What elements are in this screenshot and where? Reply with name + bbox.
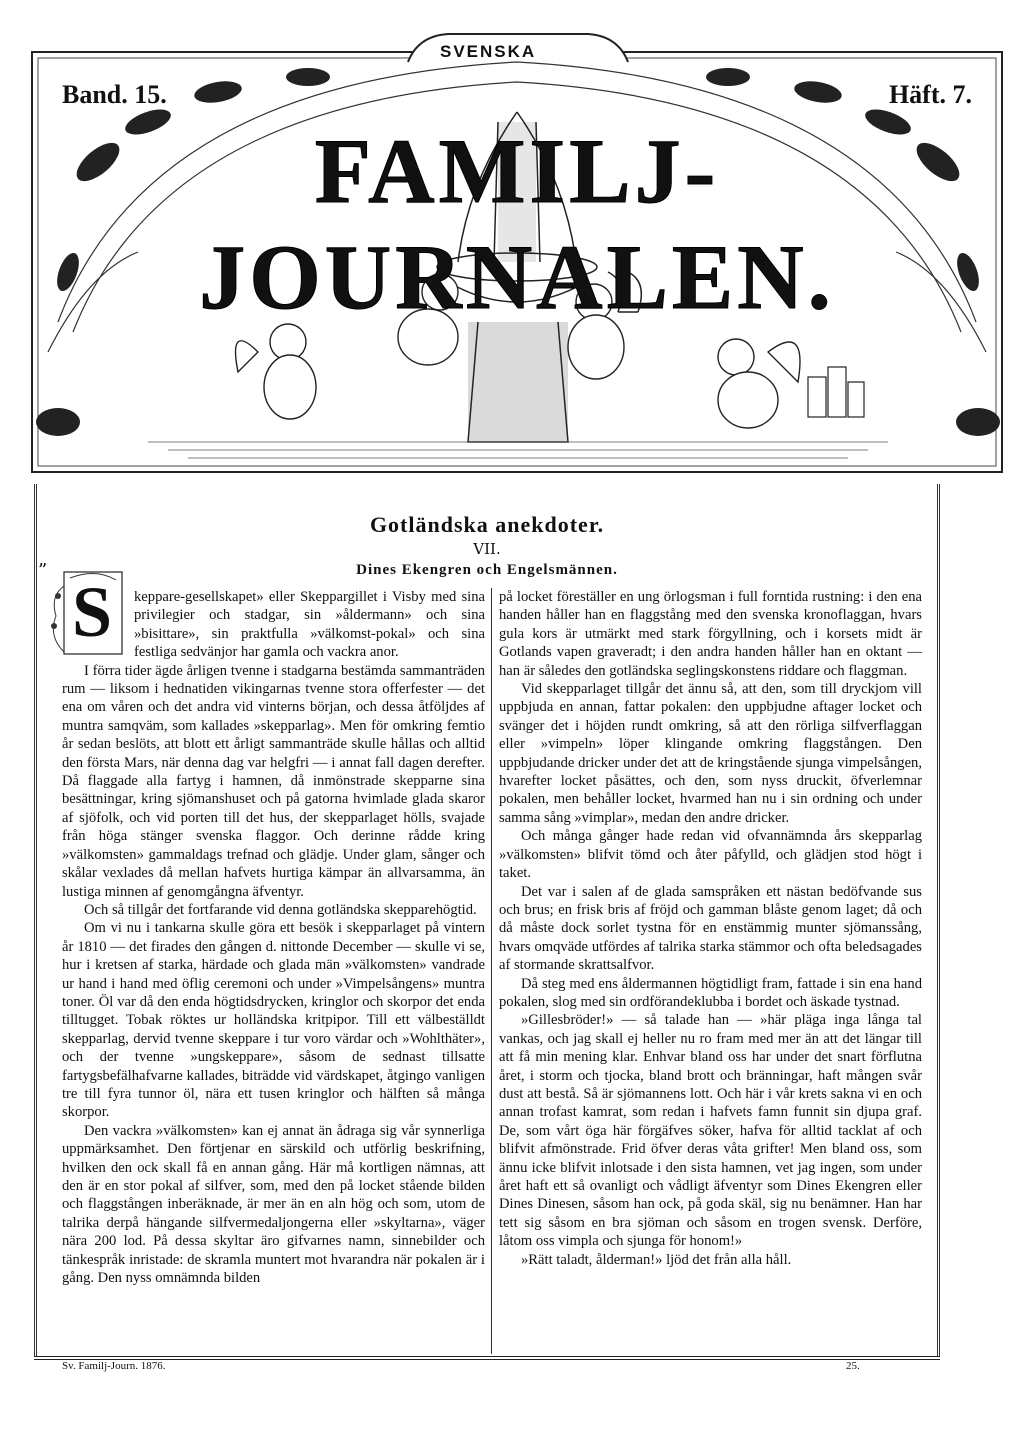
paragraph: på locket föreställer en ung örlogsman i full forntida rustning: i den ena handen håller han en flaggstång med den svenska kronoflaggan, hvars gula kors är utmärkt med stark förgyllning, och i korsets midt är Gotlands vapen graveradt; i den andra handen håller han en oktant — han är således den gotländska seglingskonstens riddare och flaggman.: [499, 589, 922, 679]
footer-publication: Sv. Familj-Journ. 1876.: [62, 1360, 166, 1372]
volume-label: Band. 15.: [62, 80, 167, 109]
paragraph: »Gillesbröder!» — så talade han — »här pläga inga långa tal vankas, och jag skall ej heller nu ro fram med mer än att det längar till att få min mening klar. Enhvar bland oss har under det snart förflutna året, i storm och tjocka, bland brott och bränningar, haft mången svår dust att bestå. Så är sjömannens lott. Och här i vår krets sakna vi en och annan trofast kamrat, som redan i hafvets famn funnit sin djupa graf. De, som vårt öga här förgäfves söker, hafva för alltid tacklat af och blifvit afmönstrade. Frid öfver deras våta grifter! Men bland oss, som ännu icke blifvit inlotsade i den sista hamnen, vet jag ingen, som under året haft ett så ovanligt och vådligt äfventyr som Dines Ekengren eller Dines Dinesen, såsom han ock, på goda skäl, sig nu benämner. Han har tett sig såsom en bra sjöman och såsom en trogen svensk. Derföre, låtom oss vimpla och sjunga för honom!»: [499, 1012, 922, 1250]
right-column: [499, 588, 922, 1269]
paragraph: »Rätt taladt, ålderman!» ljöd det från alla håll.: [521, 1251, 792, 1268]
paragraph: Och så tillgår det fortfarande vid denna gotländska skepparehögtid.: [84, 901, 477, 918]
paragraph: Då steg med ens åldermannen högtidligt fram, fattade i sin ena hand pokalen, slog med sin ordförandeklubba i bordet och äskade tystnad.: [499, 975, 922, 1010]
footer-rule: [34, 1356, 940, 1360]
article-title: Gotländska anekdoter.: [369, 512, 605, 537]
left-column: [62, 572, 485, 1287]
page-number: 25.: [846, 1360, 860, 1372]
paragraph: [62, 572, 485, 662]
quote-mark: ”: [38, 560, 48, 581]
dropcap-letter: S: [72, 572, 113, 652]
masthead: [28, 22, 1006, 480]
article-subtitle: Dines Ekengren och Engelsmännen.: [356, 562, 618, 578]
column-divider: [491, 588, 492, 1354]
paragraph: I förra tider ägde årligen tvenne i stadgarna bestämda sammanträden rum — liksom i hednatiden vikingarnas tvenne stora offerfester — det ena om våren och det andra vid vinterns början, och dessa åtföljdes af muntra samqväm, som kallades »skepparlag». Men för omkring femtio år sedan beslöts, att blott ett årligt sammanträde skulle hållas och alltid den första Mars, när denna dag var helgfri — i annat fall dagen derefter. Då flaggade alla fartyg i hamnen, då inmönstrade skepparne sina besättningar, kring sjömanshuset och på gatorna hvimlade glada skaror af sjöfolk, och vid porten till det hus, der skepparlaget hölls, svajade från höga stänger svenska flaggor. Och derinne rådde kring »välkomsten» gammaldags trefnad och glädje. Under glam, sånger och skålar vexlades då mellan hafvets hurtiga kämpar än allvarsamma, än lustiga minnen af genomgångna äfventyr.: [62, 662, 485, 900]
paragraph: Den vackra »välkomsten» kan ej annat än ådraga sig vår synnerliga uppmärksamhet. Den förtjenar en särskild och utförlig beskrifning, hvilken den ock skall få en annan gång. Här må kortligen nämnas, att den är en stor pokal af silfver, som, med den på locket stående bilden och flaggstången inberäknade, är mer än en aln hög och som, utom de talrika derpå hängande silfvermedaljongerna eller »skyltarna», väger nära 200 lod. På dessa skyltar äro gifvarnes namn, sinnebilder och tänkespråk inristade: de skramla muntert mot hvarandra när pokalen är i gång. Den nyss omnämnda bilden: [62, 1122, 485, 1287]
paragraph: Vid skepparlaget tillgår det ännu så, att den, som till dryckjom vill uppbjuda en annan, fattar pokalen: den uppbjudne aftager locket och svänger det i höjden rundt omkring, så att den rörliga silfverflaggan eller »vimpeln» löper klingande omkring flaggstången. Den uppbjudande dricker under det att de kringstående sjunga vimpelsången, hvarefter locket påsättes, och den, som nyss druckit, öfverlemnar pokalen, men behåller locket, hvarmed han nu i sin ordning och under samma sång »vimplar», medan den andre dricker.: [499, 681, 922, 826]
svenska-label: SVENSKA: [440, 42, 537, 61]
dropcap: [46, 566, 128, 658]
article-part-number: VII.: [473, 540, 501, 558]
paragraph: Om vi nu i tankarna skulle göra ett besök i skepparlaget på vintern år 1810 — det firades den gången d. nittonde December — skulle vi se, hur i kretsen af starka, härdade och glada män »välkomsten» vandrade ur hand i hand med öflig ceremoni och under »Vimpelsångens» muntra toner. Öl var då den enda högtidsdrycken, kringlor och skorpor det enda tilltugget. Tobak röktes ur holländska kritpipor. Till ett välbeställdt skepparlag, dervid tvenne skeppare i tur voro värdar och »Wohlthäter», och der tvenne »ungskeppare», såsom de sednast tillsatte fartygsbefälhafvarne kallades, biträdde vid värdskapet, åtgingo vanligen tre till fyra tunnor öl, nära ett tusen kringlor och hälften så många skorpor.: [62, 920, 485, 1121]
paragraph: Det var i salen af de glada samspråken ett nästan bedöfvande sus och brus; en frisk bris af fröjd och gamman blåste genom laget; då och då måste dock sorlet tystna för en enstämmig munter sjömanssång, hvars omqväde utfördes af talrika starka stämmor och ofta beledsagades af stormande skrattsalfvor.: [499, 883, 922, 974]
journal-title: FAMILJ-JOURNALEN.: [199, 120, 835, 328]
paragraph: Och många gånger hade redan vid ofvannämnda års skepparlag »välkomsten» blifvit tömd och åter påfylld, och glädjen stod högt i taket.: [499, 828, 922, 882]
paragraph-text: keppare-gesellskapet» eller Skeppargillet i Visby med sina privilegier och stadgar, sin »åldermann» och sina »bisittare», sin praktfulla »välkomst-pokal» och sina festliga sedvänjor har gamla och vackra anor.: [134, 589, 485, 661]
issue-label: Häft. 7.: [888, 80, 972, 109]
